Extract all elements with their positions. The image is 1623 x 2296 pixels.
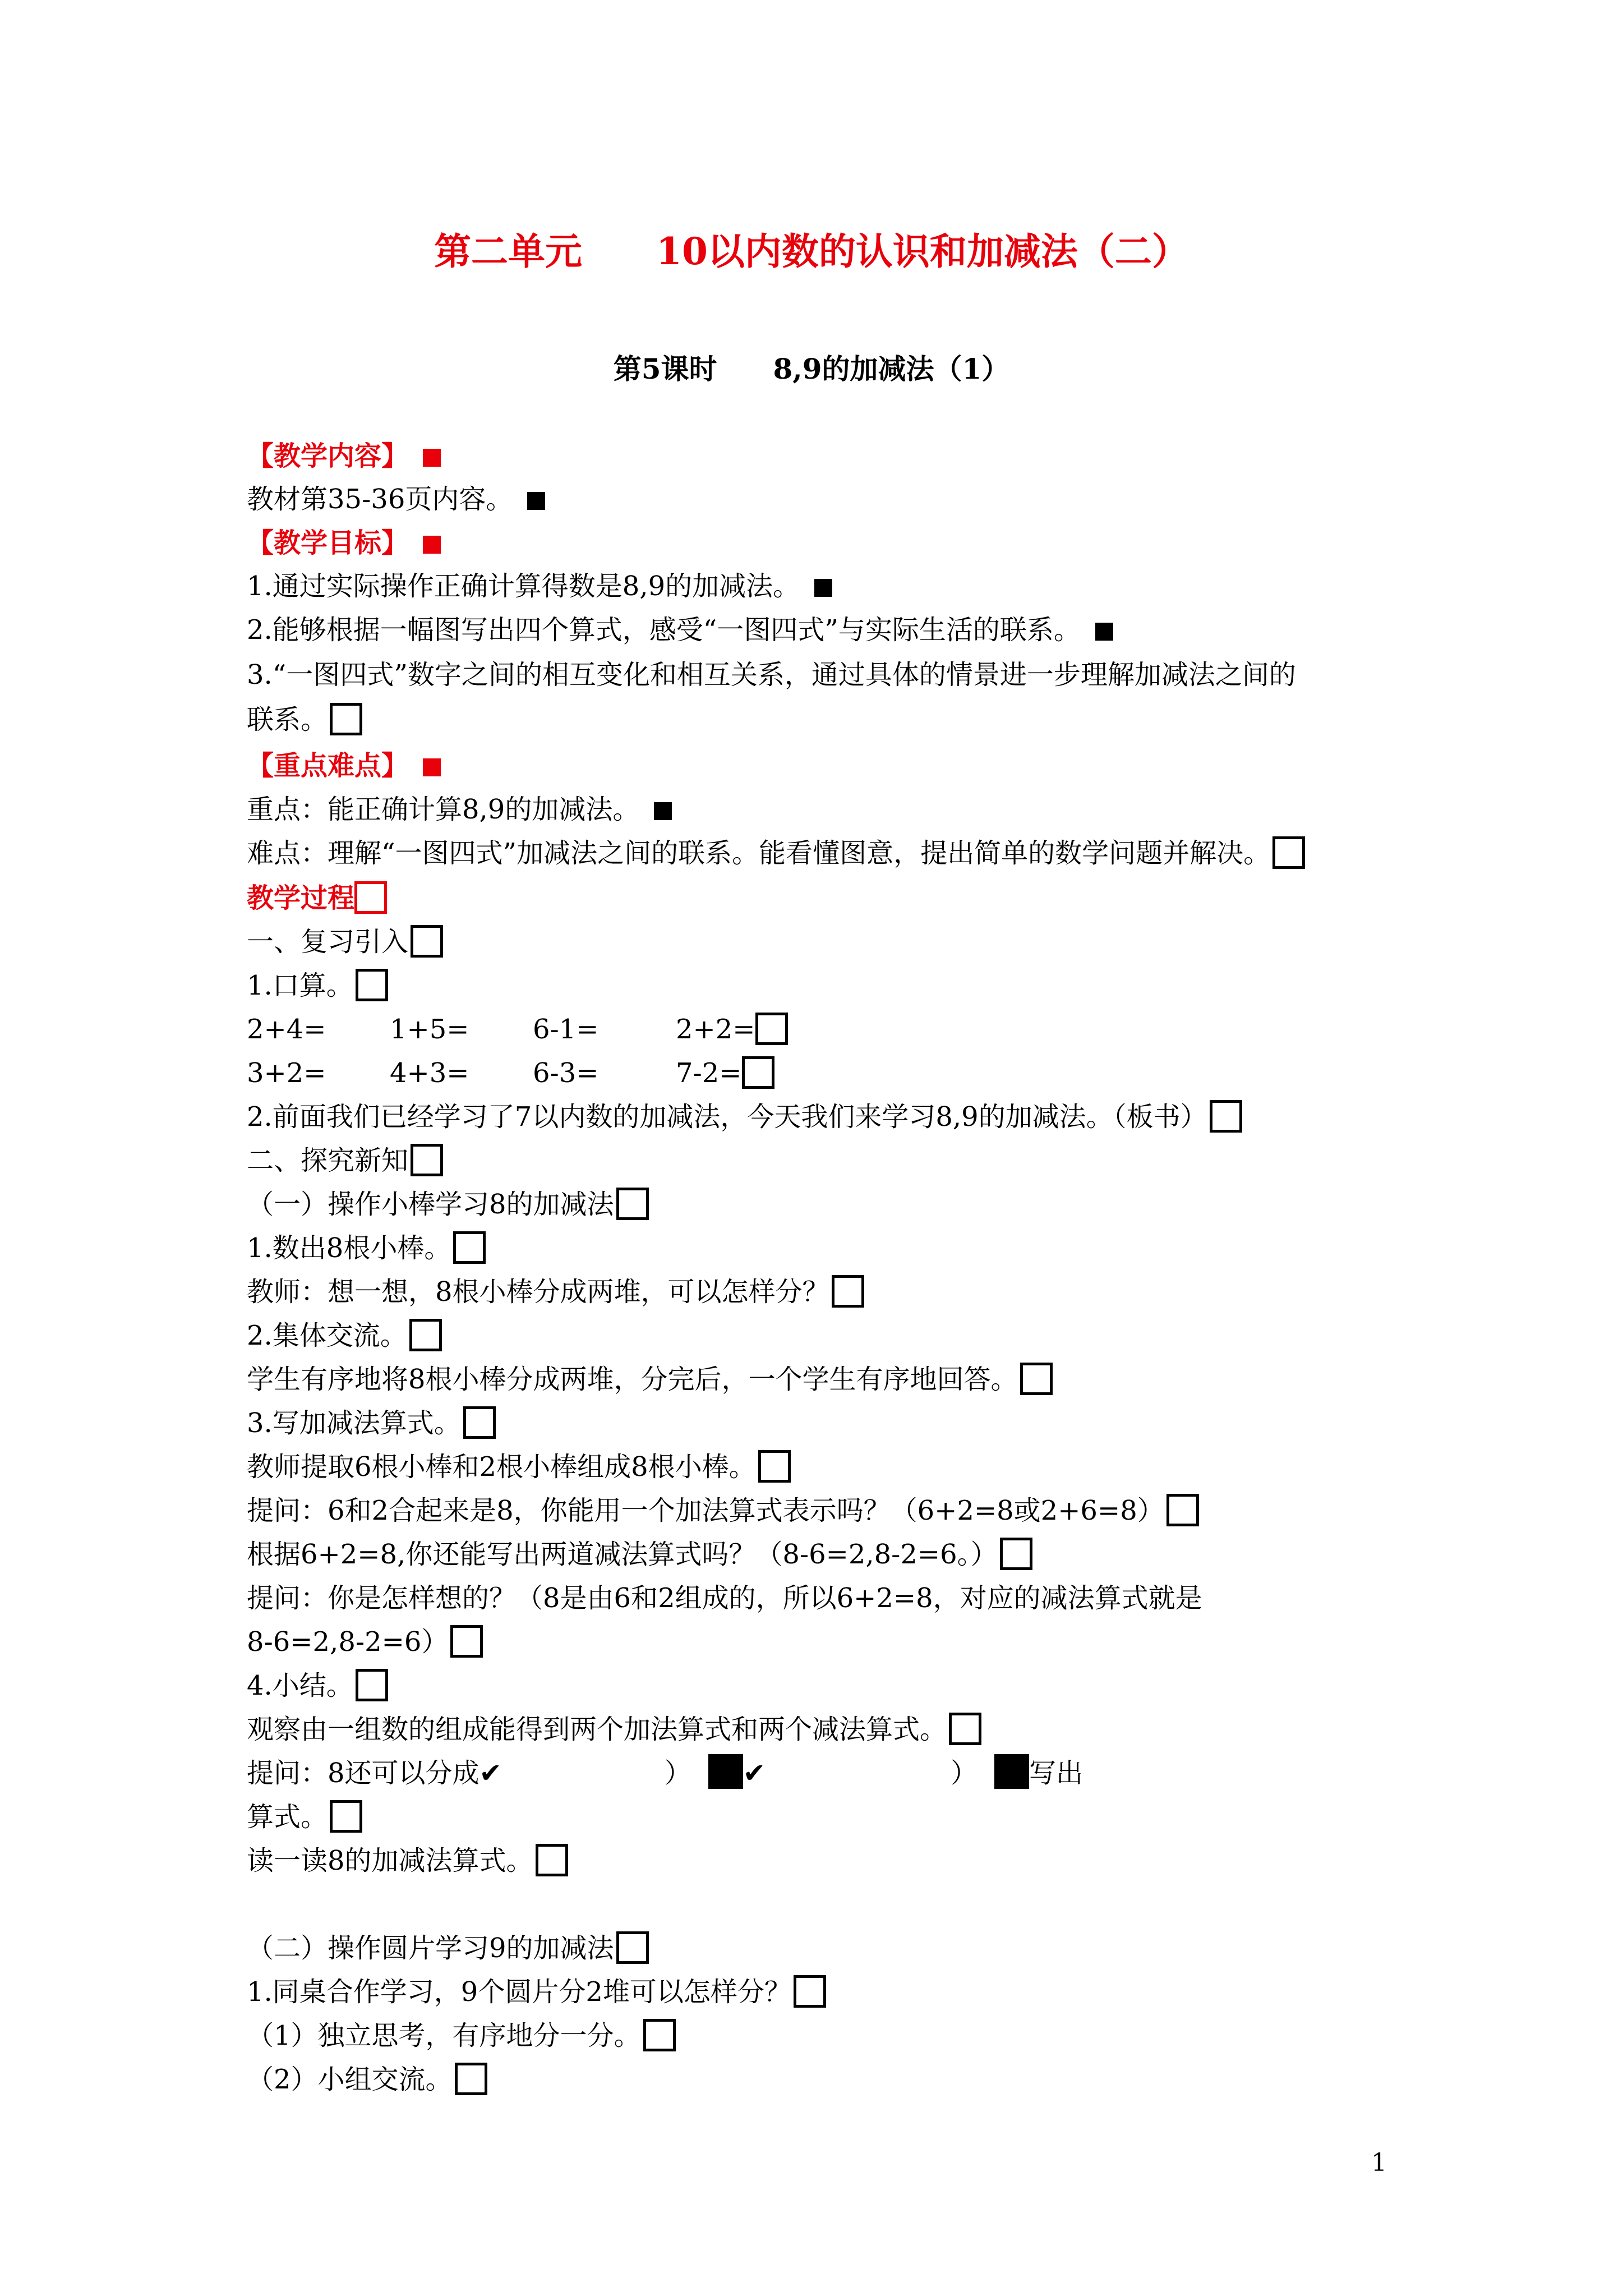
checkbox-square — [1272, 836, 1305, 869]
section-key-points — [247, 746, 441, 785]
text: 重点：能正确计算8,9的加减法。 — [247, 794, 640, 825]
text: ） — [951, 1757, 978, 1789]
checkbox-square — [409, 1319, 442, 1351]
checkbox-square — [1020, 1363, 1053, 1395]
text: 二、探究新知 — [247, 1145, 409, 1176]
text-line — [247, 655, 1296, 694]
section-process — [247, 878, 387, 918]
oral-row-2 — [247, 1053, 774, 1093]
checkbox-square — [758, 1450, 791, 1483]
text-line — [247, 1666, 388, 1705]
text-line — [247, 1360, 1053, 1399]
oral-item: 2+2= — [676, 1014, 755, 1045]
text: 2.前面我们已经学习了7以内数的加减法，今天我们来学习8,9的加减法。（板书） — [247, 1101, 1207, 1133]
oral-item: 4+3= — [390, 1057, 469, 1089]
text-line — [247, 610, 1113, 650]
square-marker — [423, 758, 441, 776]
checkbox-square — [1210, 1100, 1242, 1133]
text: （二）操作圆片学习9的加减法 — [247, 1932, 614, 1964]
text-line — [247, 1141, 443, 1180]
text: 算式。 — [247, 1801, 328, 1833]
text-line — [247, 1272, 864, 1312]
square-marker — [654, 802, 672, 820]
text-line — [247, 2016, 676, 2055]
checkbox-square — [411, 1144, 443, 1176]
text: 3.“一图四式”数字之间的相互变化和相互关系，通过具体的情景进一步理解加减法之间的 — [247, 659, 1296, 691]
checkbox-square — [742, 1056, 774, 1089]
text: 1.数出8根小棒。 — [247, 1232, 451, 1264]
section-teaching-goals — [247, 523, 441, 563]
text: 1.口算。 — [247, 970, 353, 1001]
text: 联系。 — [247, 704, 328, 735]
text-line — [247, 700, 362, 739]
text: 4.小结。 — [247, 1670, 353, 1701]
text: 2.能够根据一幅图写出四个算式，感受“一图四式”与实际生活的联系。 — [247, 614, 1081, 646]
redaction-block — [994, 1754, 1029, 1789]
text-line — [247, 1535, 1032, 1574]
checkmark-icon: ✔ — [479, 1757, 502, 1789]
text-line — [247, 966, 388, 1005]
text: ） — [664, 1757, 691, 1789]
text-line — [247, 1491, 1199, 1530]
oral-item: 3+2= — [247, 1057, 326, 1089]
square-marker — [423, 449, 441, 467]
square-marker — [1095, 623, 1113, 641]
oral-item: 6-1= — [533, 1014, 599, 1045]
text: 根据6+2=8,你还能写出两道减法算式吗？（8-6=2,8-2=6。） — [247, 1539, 998, 1570]
checkbox-square — [450, 1625, 483, 1658]
checkbox-square — [755, 1013, 788, 1045]
text: 提问：8还可以分成 — [247, 1757, 479, 1789]
text-line — [247, 834, 1305, 873]
checkbox-square — [794, 1975, 826, 2008]
text-line — [247, 1447, 791, 1487]
text-line — [247, 1841, 568, 1880]
text: 提问：6和2合起来是8，你能用一个加法算式表示吗？（6+2=8或2+6=8） — [247, 1495, 1164, 1526]
text: 学生有序地将8根小棒分成两堆，分完后，一个学生有序地回答。 — [247, 1364, 1018, 1395]
text-line — [247, 1972, 826, 2012]
oral-row-1 — [247, 1010, 788, 1049]
checkbox-square — [453, 1231, 486, 1264]
text: 难点：理解“一图四式”加减法之间的联系。能看懂图意，提出简单的数学问题并解决。 — [247, 838, 1271, 869]
section-heading: 【重点难点】 — [247, 750, 409, 781]
text-line — [247, 1316, 442, 1355]
text-line — [247, 1097, 1242, 1137]
text: 写出 — [1029, 1757, 1083, 1789]
oral-item: 7-2= — [676, 1057, 742, 1089]
text-line — [247, 1710, 981, 1749]
square-marker — [814, 579, 832, 597]
checkbox-square — [643, 2019, 676, 2051]
text: 教师提取6根小棒和2根小棒组成8根小棒。 — [247, 1451, 756, 1483]
oral-item: 2+4= — [247, 1014, 326, 1045]
oral-item: 1+5= — [390, 1014, 469, 1045]
text-line — [247, 1228, 486, 1268]
checkbox-square — [463, 1406, 496, 1439]
text-line — [247, 1185, 649, 1224]
text-line — [247, 1929, 649, 1968]
text: 1.通过实际操作正确计算得数是8,9的加减法。 — [247, 570, 800, 602]
text: 教材第35-36页内容。 — [247, 484, 513, 515]
redaction-block — [708, 1754, 743, 1789]
section-heading: 教学过程 — [247, 882, 355, 914]
square-marker — [527, 492, 545, 510]
section-heading: 【教学内容】 — [247, 440, 409, 472]
text: 2.集体交流。 — [247, 1320, 407, 1351]
text-line — [247, 922, 443, 961]
checkbox-square — [330, 703, 362, 735]
text: 8-6=2,8-2=6） — [247, 1626, 449, 1658]
text-line — [247, 480, 545, 519]
text-line — [247, 1754, 1083, 1793]
page-title: 第二单元 10以内数的认识和加减法（二） — [434, 229, 1189, 273]
checkbox-square — [949, 1713, 981, 1745]
section-heading: 【教学目标】 — [247, 527, 409, 559]
checkbox-square — [832, 1275, 864, 1308]
text: （1）独立思考，有序地分一分。 — [247, 2020, 641, 2051]
checkbox-square — [616, 1931, 649, 1964]
checkbox-square — [616, 1188, 649, 1220]
lesson-subtitle: 第5课时 8,9的加减法（1） — [613, 352, 1010, 385]
text: 观察由一组数的组成能得到两个加法算式和两个减法算式。 — [247, 1714, 947, 1745]
text: 3.写加减法算式。 — [247, 1407, 461, 1439]
text-line — [247, 1622, 483, 1662]
text: （一）操作小棒学习8的加减法 — [247, 1189, 614, 1220]
text-line — [247, 2060, 487, 2099]
text-line — [247, 1404, 496, 1443]
checkbox-square — [330, 1800, 362, 1833]
checkbox-square — [356, 1669, 388, 1701]
text: （2）小组交流。 — [247, 2064, 453, 2095]
checkbox-square — [455, 2063, 487, 2095]
oral-item: 6-3= — [533, 1057, 599, 1089]
section-teaching-content — [247, 436, 441, 476]
text: 一、复习引入 — [247, 926, 409, 958]
square-marker — [423, 536, 441, 554]
text: 读一读8的加减法算式。 — [247, 1845, 533, 1876]
text: 提问：你是怎样想的？（8是由6和2组成的，所以6+2=8，对应的减法算式就是 — [247, 1582, 1202, 1614]
page-number: 1 — [1371, 2148, 1387, 2177]
checkbox-square — [1000, 1538, 1032, 1570]
text: 1.同桌合作学习，9个圆片分2堆可以怎样分？ — [247, 1976, 791, 2008]
checkmark-icon: ✔ — [743, 1757, 766, 1789]
checkbox-square — [411, 925, 443, 958]
text-line — [247, 1579, 1202, 1618]
text-line — [247, 1797, 362, 1837]
text: 教师：想一想，8根小棒分成两堆，可以怎样分？ — [247, 1276, 829, 1308]
text-line — [247, 567, 832, 606]
checkbox-square — [354, 881, 387, 914]
text-line — [247, 790, 672, 829]
checkbox-square — [536, 1844, 568, 1876]
checkbox-square — [1166, 1494, 1199, 1526]
checkbox-square — [356, 969, 388, 1001]
